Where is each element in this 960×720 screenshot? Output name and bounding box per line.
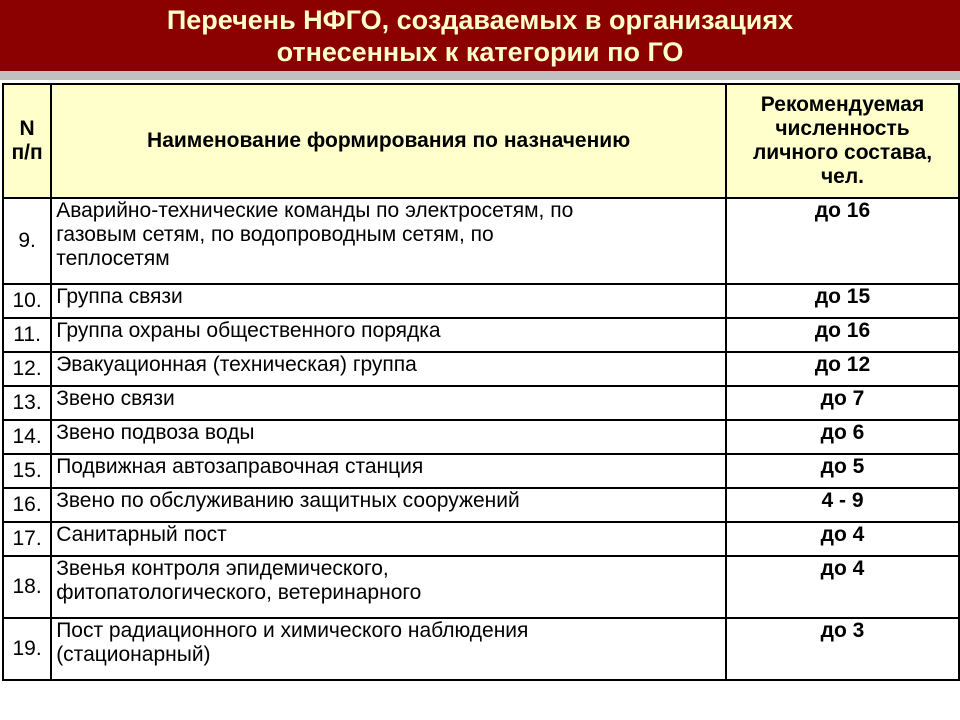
table-row: [3, 198, 959, 284]
row-name-line: Подвижная автозаправочная станция: [56, 455, 424, 478]
header-number: [3, 84, 51, 198]
row-name: [51, 386, 726, 420]
table-row: [3, 352, 959, 386]
row-count: до 16: [726, 318, 959, 352]
row-number: 16.: [3, 488, 51, 522]
row-name: [51, 318, 726, 352]
table-row: [3, 318, 959, 352]
row-number: 18.: [3, 556, 51, 618]
row-number: 10.: [3, 284, 51, 318]
header-count: [726, 84, 959, 198]
row-count: до 4: [726, 556, 959, 618]
header-number-line: п/п: [11, 141, 43, 164]
row-name-line: Эвакуационная (техническая) группа: [56, 353, 417, 376]
row-count: до 15: [726, 284, 959, 318]
row-number: 13.: [3, 386, 51, 420]
row-number: 19.: [3, 618, 51, 680]
row-number: 11.: [3, 318, 51, 352]
row-count: до 5: [726, 454, 959, 488]
row-count: до 12: [726, 352, 959, 386]
row-name-line: газовым сетям, по водопроводным сетям, по: [56, 223, 494, 246]
row-name-line: (стационарный): [56, 643, 211, 666]
title-divider-strip: [0, 71, 960, 80]
row-name: [51, 556, 726, 618]
row-count: до 3: [726, 618, 959, 680]
header-count-line: численность: [775, 117, 910, 140]
row-number: 9.: [3, 198, 51, 284]
table-row: [3, 420, 959, 454]
row-name-line: Группа связи: [56, 285, 183, 308]
row-name-line: Группа охраны общественного порядка: [56, 319, 441, 342]
row-number: 15.: [3, 454, 51, 488]
row-count: до 7: [726, 386, 959, 420]
table-row: [3, 386, 959, 420]
row-number: 14.: [3, 420, 51, 454]
row-name: [51, 198, 726, 284]
row-number: 17.: [3, 522, 51, 556]
row-name: [51, 352, 726, 386]
row-count: до 4: [726, 522, 959, 556]
row-count: до 6: [726, 420, 959, 454]
table-row: [3, 522, 959, 556]
header-number-line: N: [19, 117, 35, 140]
table-row: [3, 284, 959, 318]
page-title-line-2: отнесенных к категории по ГО: [276, 36, 684, 67]
row-name: [51, 618, 726, 680]
table-header-row: [3, 84, 959, 198]
row-count: до 16: [726, 198, 959, 284]
row-name-line: Звено подвоза воды: [56, 421, 255, 444]
row-name: [51, 420, 726, 454]
table-row: [3, 454, 959, 488]
row-name: [51, 522, 726, 556]
row-name-line: фитопатологического, ветеринарного: [56, 581, 422, 604]
row-name-line: Санитарный пост: [56, 523, 227, 546]
row-name-line: Аварийно-технические команды по электросетям, по: [56, 199, 574, 222]
row-name: [51, 488, 726, 522]
row-count: 4 - 9: [726, 488, 959, 522]
formations-table: [2, 83, 960, 681]
header-count-line: чел.: [820, 165, 865, 188]
row-number: 12.: [3, 352, 51, 386]
page-title-line-1: Перечень НФГО, создаваемых в организациях: [166, 4, 794, 35]
table-row: [3, 556, 959, 618]
row-name-line: Звено по обслуживанию защитных сооружений: [56, 489, 520, 512]
header-count-line: личного состава,: [752, 141, 933, 164]
row-name-line: Пост радиационного и химического наблюдения: [56, 619, 529, 642]
table-row: [3, 618, 959, 680]
header-count-line: Рекомендуемая: [760, 93, 925, 116]
header-name: Наименование формирования по назначению: [51, 84, 726, 198]
row-name-line: Звено связи: [56, 387, 175, 410]
table-body: [3, 198, 959, 680]
row-name-line: Звенья контроля эпидемического,: [56, 557, 389, 580]
row-name-line: теплосетям: [56, 247, 170, 270]
row-name: [51, 284, 726, 318]
title-band: [0, 0, 960, 71]
row-name: [51, 454, 726, 488]
table-row: [3, 488, 959, 522]
